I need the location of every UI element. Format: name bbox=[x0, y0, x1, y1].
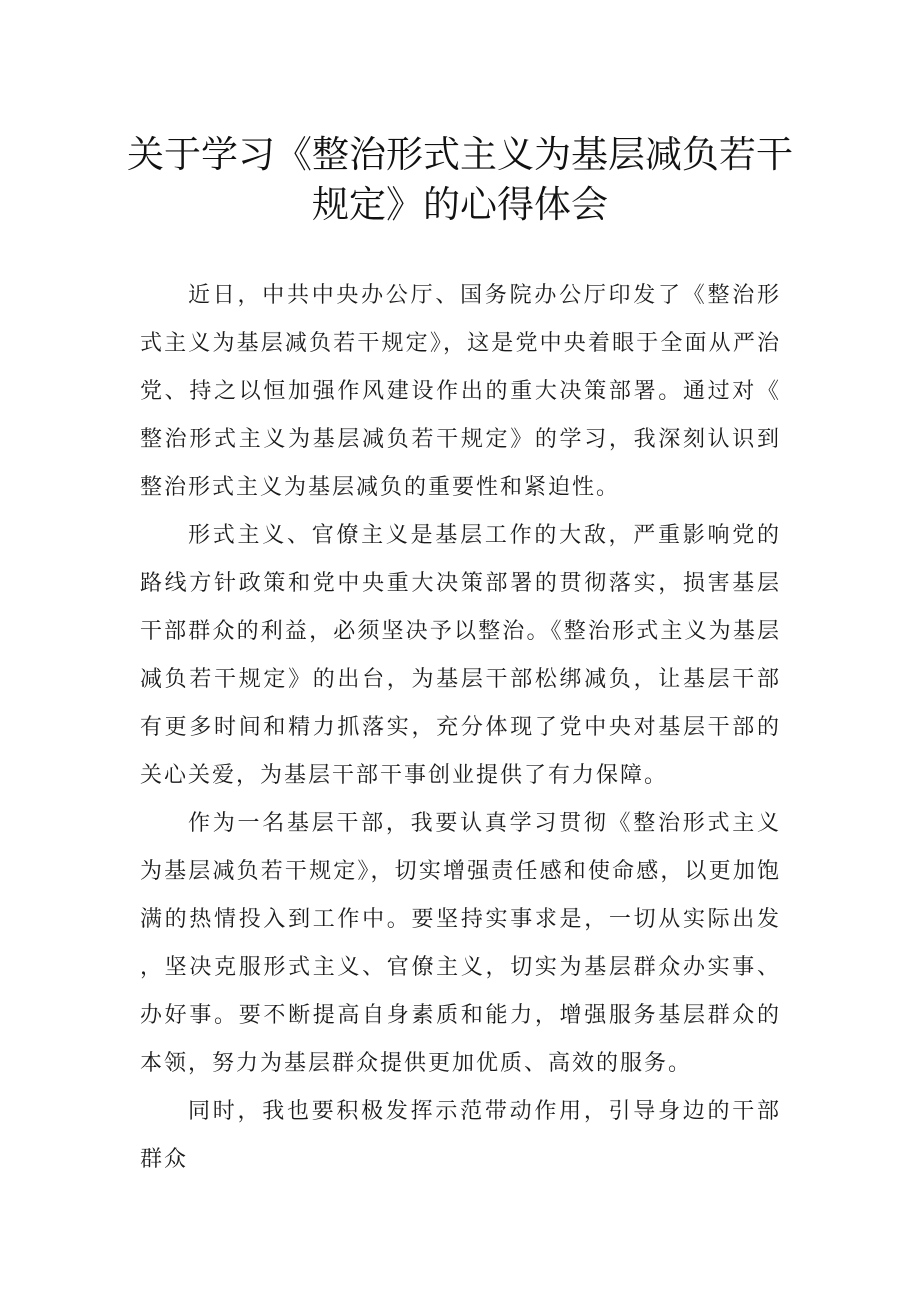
document-body bbox=[140, 272, 781, 1184]
document-title bbox=[120, 130, 800, 230]
title-line-1: 关于学习《整治形式主义为基层减负若干 bbox=[127, 133, 793, 176]
paragraph-4: 同时，我也要积极发挥示范带动作用，引导身边的干部群众 bbox=[140, 1099, 781, 1172]
title-line-2: 规定》的心得体会 bbox=[312, 183, 608, 226]
paragraph-1: 近日，中共中央办公厅、国务院办公厅印发了《整治形式主义为基层减负若干规定》，这是党中央着眼于全面从严治党、持之以恒加强作风建设作出的重大决策部署。通过对《整治形式主义为基层减负若干规定》的学习，我深刻认识到整治形式主义为基层减负的重要性和紧迫性。 bbox=[140, 283, 781, 500]
paragraph-2: 形式主义、官僚主义是基层工作的大敌，严重影响党的路线方针政策和党中央重大决策部署的贯彻落实，损害基层干部群众的利益，必须坚决予以整治。《整治形式主义为基层减负若干规定》的出台，为基层干部松绑减负，让基层干部有更多时间和精力抓落实，充分体现了党中央对基层干部的关心关爱，为基层干部干事创业提供了有力保障。 bbox=[140, 523, 781, 788]
paragraph-3: 作为一名基层干部，我要认真学习贯彻《整治形式主义为基层减负若干规定》，切实增强责任感和使命感，以更加饱满的热情投入到工作中。要坚持实事求是，一切从实际出发，坚决克服形式主义、官僚主义，切实为基层群众办实事、办好事。要不断提高自身素质和能力，增强服务基层群众的本领，努力为基层群众提供更加优质、高效的服务。 bbox=[140, 811, 781, 1076]
